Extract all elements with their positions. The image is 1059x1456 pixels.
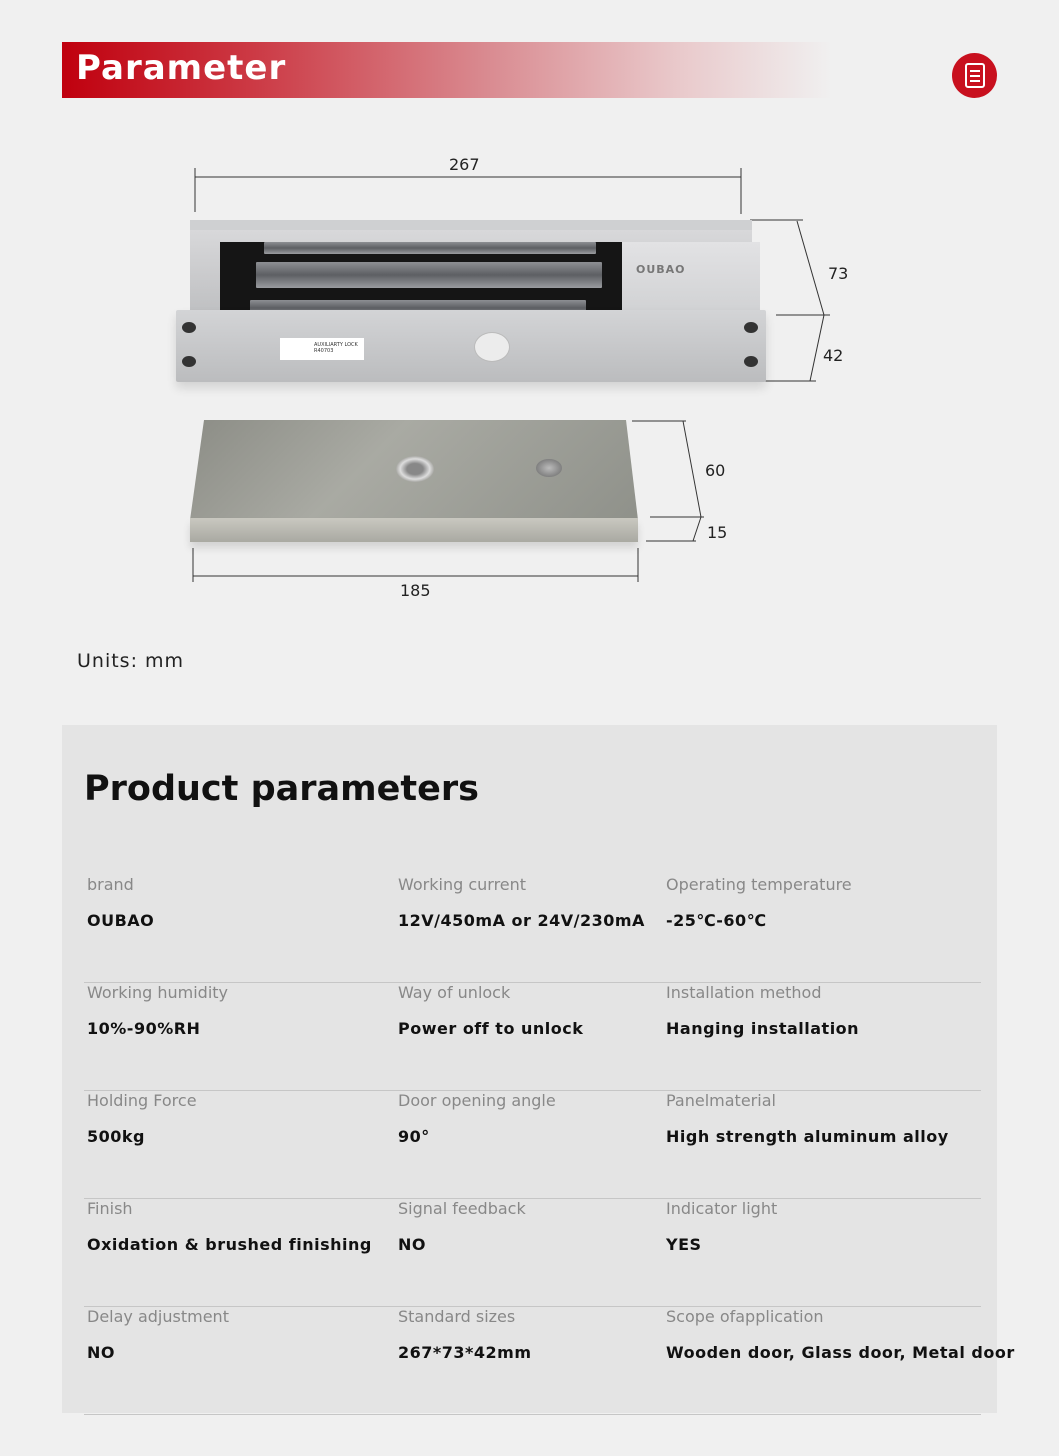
parameter-row xyxy=(84,1307,1015,1415)
parameter-label: Delay adjustment xyxy=(87,1307,229,1326)
parameter-value: NO xyxy=(398,1235,426,1254)
parameter-label: Operating temperature xyxy=(666,875,852,894)
units-note: Units: mm xyxy=(77,650,185,672)
magnetic-lock-image xyxy=(176,220,766,382)
parameter-label: Scope ofapplication xyxy=(666,1307,824,1326)
lock-height-label: 42 xyxy=(823,346,844,365)
parameter-label: Finish xyxy=(87,1199,133,1218)
parameter-value: 90° xyxy=(398,1127,430,1146)
parameter-label: Working humidity xyxy=(87,983,228,1002)
lock-length-label: 267 xyxy=(449,155,480,174)
plate-width-label: 60 xyxy=(705,461,726,480)
seal-sticker xyxy=(474,332,510,362)
lock-logo: OUBAO xyxy=(636,263,686,276)
parameter-row xyxy=(84,875,981,983)
parameter-label: Panelmaterial xyxy=(666,1091,776,1110)
parameter-label: Door opening angle xyxy=(398,1091,556,1110)
plate-length-label: 185 xyxy=(400,581,431,600)
parameter-value: 10%-90%RH xyxy=(87,1019,201,1038)
parameter-value: OUBAO xyxy=(87,911,155,930)
parameter-row xyxy=(84,1091,981,1199)
parameter-row xyxy=(84,1199,981,1307)
parameter-value: 12V/450mA or 24V/230mA xyxy=(398,911,645,930)
parameter-value: YES xyxy=(666,1235,702,1254)
parameter-label: Signal feedback xyxy=(398,1199,526,1218)
parameter-label: Working current xyxy=(398,875,527,894)
armature-plate-image xyxy=(190,420,638,544)
parameter-row xyxy=(84,983,981,1091)
parameter-value: Hanging installation xyxy=(666,1019,860,1038)
parameters-title: Product parameters xyxy=(84,769,479,809)
parameter-value: Power off to unlock xyxy=(398,1019,584,1038)
parameter-value: Oxidation & brushed finishing xyxy=(87,1235,372,1254)
parameter-label: Indicator light xyxy=(666,1199,778,1218)
parameter-value: 267*73*42mm xyxy=(398,1343,532,1362)
section-title: Parameter xyxy=(76,48,287,88)
parameter-value: 500kg xyxy=(87,1127,145,1146)
parameter-label: Way of unlock xyxy=(398,983,511,1002)
parameter-label: Installation method xyxy=(666,983,822,1002)
parameter-label: Standard sizes xyxy=(398,1307,516,1326)
parameter-value: NO xyxy=(87,1343,115,1362)
lock-width-label: 73 xyxy=(828,264,849,283)
parameter-value: Wooden door, Glass door, Metal door xyxy=(666,1343,1015,1362)
product-parameters-panel xyxy=(62,725,1015,1413)
parameter-label: brand xyxy=(87,875,134,894)
parameter-value: High strength aluminum alloy xyxy=(666,1127,949,1146)
ul-label: AUXILIARTY LOCK R40703 xyxy=(280,338,364,360)
parameter-value: -25℃-60℃ xyxy=(666,911,767,930)
parameter-label: Holding Force xyxy=(87,1091,197,1110)
plate-height-label: 15 xyxy=(707,523,728,542)
